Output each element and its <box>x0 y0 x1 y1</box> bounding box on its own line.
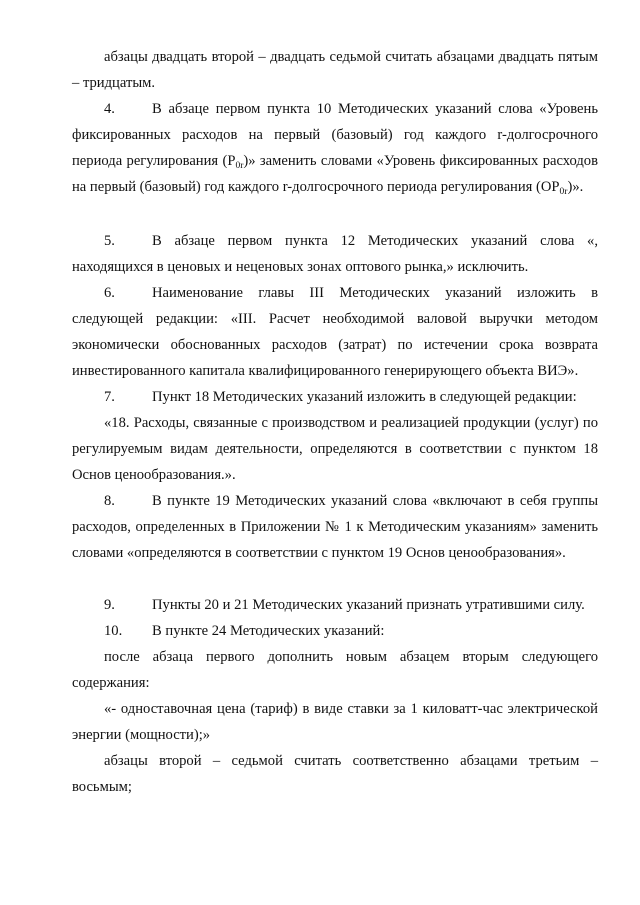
paragraph-renumber: абзацы второй – седьмой считать соответственно абзацами третьим – восьмым; <box>72 753 598 795</box>
paragraph-text: В пункте 19 Методических указаний слова «включают в себя группы расходов, определенных в Приложении № 1 к Методическим указаниям» заменить словами «определяются в соответствии с пунктом 19 Основ ценообразования». <box>72 493 598 561</box>
paragraph-text-part: В абзаце первом пункта 10 Методических указаний слова «Уровень фиксированных расходов на первый (базовый) год каждого r-долгосрочного периода регулирования (P <box>72 101 598 169</box>
paragraph-continuation: абзацы двадцать второй – двадцать седьмой считать абзацами двадцать пятым – тридцатым. <box>72 49 598 91</box>
paragraph-text: В пункте 24 Методических указаний: <box>152 623 385 639</box>
paragraph-item-5 <box>72 228 598 280</box>
item-number: 5. <box>104 233 115 249</box>
paragraph-text: Пункт 18 Методических указаний изложить в следующей редакции: <box>152 389 577 405</box>
paragraph-text: Пункты 20 и 21 Методических указаний признать утратившими силу. <box>152 597 585 613</box>
paragraph-text: В абзаце первом пункта 12 Методических указаний слова «, находящихся в ценовых и неценовых зонах оптового рынка,» исключить. <box>72 233 598 275</box>
quoted-new-paragraph: «- одноставочная цена (тариф) в виде ставки за 1 киловатт-час электрической энергии (мощности);» <box>72 701 598 743</box>
item-number: 8. <box>104 493 115 509</box>
paragraph-item-4 <box>72 96 598 200</box>
paragraph-item-8 <box>72 488 598 566</box>
subscript: 0r <box>235 161 244 171</box>
paragraph-item-6 <box>72 280 598 384</box>
item-number: 6. <box>104 285 115 301</box>
paragraph-addition: после абзаца первого дополнить новым абзацем вторым следующего содержания: <box>72 649 598 691</box>
paragraph-text-part: )» заменить словами «Уровень фиксированных расходов на первый (базовый) год каждого r-долгосрочного периода регулирования (OP <box>72 153 598 195</box>
paragraph-text: Наименование главы III Методических указаний изложить в следующей редакции: «III. Расчет необходимой валовой выручки методом экономически обоснованных расходов (затрат) по истечении срока возврата инвестированного капитала квалифицированного генерирующего объекта ВИЭ». <box>72 285 598 379</box>
item-number: 4. <box>104 101 115 117</box>
subscript: 0r <box>559 187 568 197</box>
item-number: 9. <box>104 597 115 613</box>
paragraph-item-10 <box>72 618 598 644</box>
quoted-paragraph-18: «18. Расходы, связанные с производством и реализацией продукции (услуг) по регулируемым видам деятельности, определяются в соответствии с пунктом 18 Основ ценообразования.». <box>72 415 598 483</box>
item-number: 10. <box>104 623 123 639</box>
item-number: 7. <box>104 389 115 405</box>
paragraph-text-part: )». <box>567 179 584 195</box>
paragraph-item-7 <box>72 384 598 410</box>
paragraph-item-9 <box>72 592 598 618</box>
